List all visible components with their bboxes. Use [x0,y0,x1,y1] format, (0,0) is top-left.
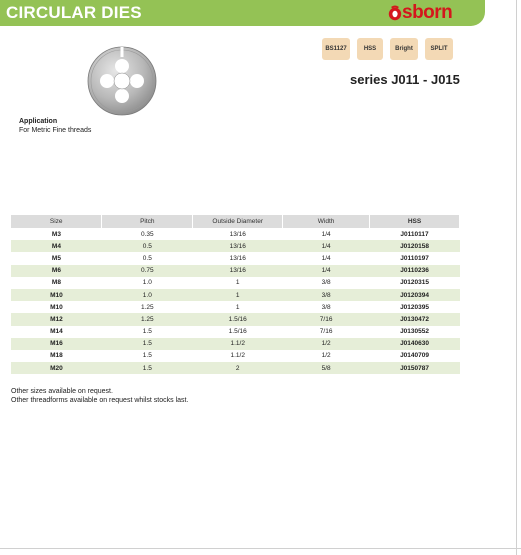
table-row [11,313,460,325]
cell-size: M10 [11,289,102,301]
cell-hss: J0130552 [400,328,429,336]
cell-width: 3/8 [283,289,370,301]
cell-outside-diameter: 13/16 [193,265,283,277]
cell-outside-diameter: 1.5/16 [193,313,283,325]
column-header-hss: HSS [370,215,460,228]
spec-badges [322,38,453,60]
cell-width: 1/4 [321,230,331,238]
table-row [11,326,460,338]
cell-pitch: 1.25 [140,303,154,311]
cell-pitch: 1.5 [142,328,152,336]
table-row [11,362,460,374]
cell-outside-diameter: 1.5/16 [228,328,247,336]
cell-size: M8 [51,279,61,287]
cell-size: M5 [51,254,61,262]
application-text: For Metric Fine threads [19,127,92,134]
cell-width: 3/8 [321,303,331,311]
badge-bright: Bright [390,38,418,60]
cell-width: 5/8 [283,362,370,374]
cell-size: M3 [51,230,61,238]
cell-width: 3/8 [321,279,331,287]
cell-outside-diameter: 2 [193,362,283,374]
cell-size: M12 [11,313,102,325]
column-header-outside-diameter: Outside Diameter [193,215,283,228]
cell-outside-diameter: 13/16 [193,240,283,252]
cell-width: 1/2 [283,338,370,350]
badge-bs1127: BS1127 [322,38,350,60]
column-header-pitch: Pitch [102,215,193,228]
table-row [11,350,460,362]
circular-die-image [86,45,158,117]
footnote-other-threadforms: Other threadforms available on request whilst stocks last. [11,397,189,404]
column-header-width: Width [283,215,370,228]
cell-width: 1/2 [321,352,331,360]
table-row [11,301,460,313]
badge-hss: HSS [357,38,383,60]
cell-hss: J0140709 [400,352,429,360]
spec-table [11,215,460,374]
cell-pitch: 0.75 [102,265,193,277]
cell-pitch: 0.5 [142,254,152,262]
badge-split: SPLIT [425,38,453,60]
table-header-row [11,215,460,228]
cell-hss: J0110117 [400,230,429,238]
cell-hss: J0120315 [400,279,429,287]
cell-pitch: 1.5 [142,352,152,360]
cell-size: M14 [50,328,63,336]
brand-logo [388,2,452,24]
cell-hss: J0110197 [400,254,429,262]
cell-width: 1/4 [321,254,331,262]
table-row [11,265,460,277]
column-header-size: Size [11,215,102,228]
cell-width: 7/16 [283,313,370,325]
cell-outside-diameter: 1 [235,303,240,311]
footnote-other-sizes: Other sizes available on request. [11,388,113,395]
cell-pitch: 0.5 [102,240,193,252]
cell-pitch: 1.0 [102,289,193,301]
cell-hss: J0110236 [370,265,460,277]
page-edge-bottom [0,548,521,549]
cell-hss: J0120158 [370,240,460,252]
table-row [11,289,460,301]
table-row [11,277,460,289]
cell-size: M6 [11,265,102,277]
cell-outside-diameter: 13/16 [229,230,246,238]
cell-outside-diameter: 1 [193,289,283,301]
table-row [11,338,460,350]
brand-name: sborn [402,2,453,23]
cell-hss: J0120395 [400,303,429,311]
series-label: series J011 - J015 [350,72,460,87]
cell-hss: J0120394 [370,289,460,301]
cell-hss: J0150787 [370,362,460,374]
page-edge-right [516,0,517,555]
cell-outside-diameter: 1.1/2 [230,352,245,360]
cell-outside-diameter: 1.1/2 [193,338,283,350]
brand-o-icon [388,5,402,21]
cell-outside-diameter: 1 [235,279,240,287]
cell-hss: J0140630 [370,338,460,350]
cell-pitch: 1.5 [102,338,193,350]
cell-size: M16 [11,338,102,350]
table-row [11,240,460,252]
cell-width: 1/4 [283,265,370,277]
cell-pitch: 0.35 [140,230,154,238]
cell-pitch: 1.0 [142,279,152,287]
cell-pitch: 1.5 [102,362,193,374]
cell-size: M4 [11,240,102,252]
cell-size: M10 [50,303,63,311]
cell-hss: J0130472 [370,313,460,325]
cell-size: M20 [11,362,102,374]
cell-width: 7/16 [319,328,333,336]
application-heading: Application [19,118,58,125]
table-row [11,228,460,240]
cell-size: M18 [50,352,63,360]
cell-pitch: 1.25 [102,313,193,325]
cell-width: 1/4 [283,240,370,252]
cell-outside-diameter: 13/16 [229,254,246,262]
table-row [11,252,460,264]
page-title: CIRCULAR DIES [6,3,142,22]
